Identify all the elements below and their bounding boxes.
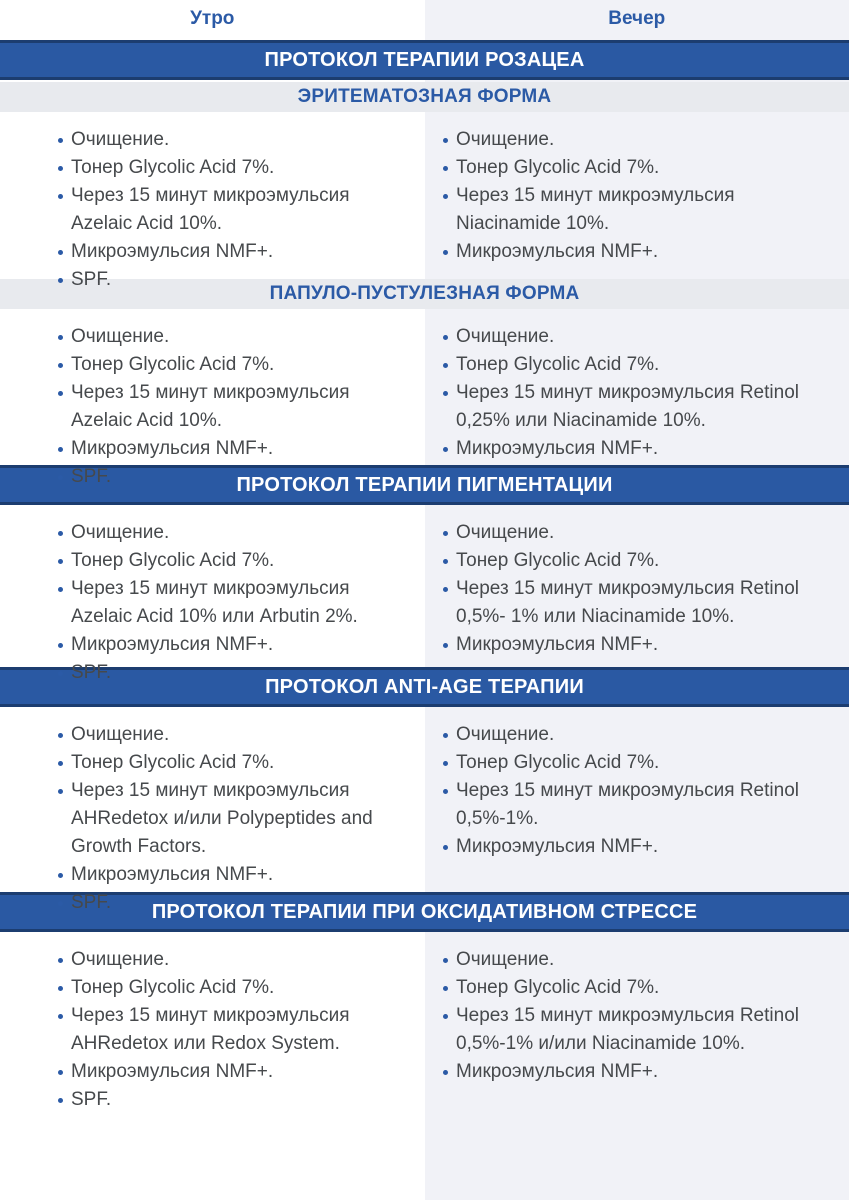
list-item [58,631,413,659]
list-item-text: Очищение. [71,129,170,150]
bullet-icon [443,761,448,766]
list-item [58,154,413,182]
list-item-text: SPF. [71,892,112,913]
morning-list [0,932,425,1114]
list-item-text: Микроэмульсия NMF+. [71,634,274,655]
list-item-text: Через 15 минут микроэмульсия Retinol 0,5%-1%. [456,780,799,829]
column-header-evening: Вечер [608,8,666,29]
bullet-icon [443,587,448,592]
morning-list [0,707,425,917]
list-item-text: Микроэмульсия NMF+. [456,836,659,857]
list-item-text: Тонер Glycolic Acid 7%. [456,550,660,571]
morning-cell [0,707,425,913]
list-item [443,238,839,266]
bullet-icon [443,363,448,368]
bullet-icon [58,447,63,452]
list-item [58,238,413,266]
list-item-text: Тонер Glycolic Acid 7%. [456,157,660,178]
list-item-text: SPF. [71,1089,112,1110]
bullet-icon [443,1070,448,1075]
list-item [58,351,413,379]
list-item [443,435,839,463]
list-item-text: Очищение. [71,326,170,347]
list-item [443,547,839,575]
list-item-text: Тонер Glycolic Acid 7%. [71,752,275,773]
list-item [58,323,413,351]
list-item-text: Через 15 минут микроэмульсия Retinol 0,25% или Niacinamide 10%. [456,382,799,431]
morning-list [0,112,425,294]
evening-list [425,932,849,1086]
list-item-text: SPF. [71,466,112,487]
bullet-icon [443,958,448,963]
list-item [58,721,413,749]
list-item [443,833,839,861]
bullet-icon [443,335,448,340]
content-block-erythematous [0,112,849,290]
list-item [443,575,839,631]
bullet-icon [443,447,448,452]
section-banner-rosacea: ПРОТОКОЛ ТЕРАПИИ РОЗАЦЕА [0,40,849,80]
list-item [443,946,839,974]
list-item-text: Тонер Glycolic Acid 7%. [456,752,660,773]
list-item [58,547,413,575]
list-item-text: Микроэмульсия NMF+. [71,241,274,262]
content-block-oxidative-stress [0,932,849,1110]
list-item-text: Через 15 минут микроэмульсия AHRedetox или Redox System. [71,1005,350,1054]
list-item-text: Очищение. [456,949,555,970]
bullet-icon [58,194,63,199]
bullet-icon [443,789,448,794]
list-item-text: Через 15 минут микроэмульсия AHRedetox и/или Polypeptides and Growth Factors. [71,780,373,857]
bullet-icon [58,873,63,878]
evening-cell [425,309,849,463]
list-item [58,126,413,154]
list-item [58,749,413,777]
bullet-icon [58,986,63,991]
subsection-banner-erythematous: ЭРИТЕМАТОЗНАЯ ФОРМА [0,82,849,112]
list-item-text: Через 15 минут микроэмульсия Azelaic Acid 10% или Arbutin 2%. [71,578,358,627]
morning-list [0,309,425,491]
evening-cell [425,505,849,665]
list-item-text: Через 15 минут микроэмульсия Retinol 0,5%-1% и/или Niacinamide 10%. [456,1005,799,1054]
bullet-icon [443,1014,448,1019]
list-item [58,1086,413,1114]
list-item [443,351,839,379]
evening-list [425,505,849,659]
bullet-icon [58,1070,63,1075]
bullet-icon [58,475,63,480]
list-item [443,126,839,154]
column-headers [0,0,849,38]
evening-cell [425,932,849,1102]
section-banner-anti-age: ПРОТОКОЛ ANTI-AGE ТЕРАПИИ [0,667,849,707]
bullet-icon [58,531,63,536]
bullet-icon [58,733,63,738]
evening-list [425,309,849,463]
bullet-icon [58,250,63,255]
list-item [443,1002,839,1058]
list-item [58,182,413,238]
bullet-icon [443,166,448,171]
evening-cell [425,112,849,277]
bullet-icon [58,671,63,676]
bullet-icon [443,986,448,991]
bullet-icon [58,1098,63,1103]
list-item-text: Микроэмульсия NMF+. [71,1061,274,1082]
bullet-icon [443,194,448,199]
list-item [443,631,839,659]
list-item-text: Очищение. [71,724,170,745]
bullet-icon [443,559,448,564]
bullet-icon [58,166,63,171]
bullet-icon [58,335,63,340]
bullet-icon [58,643,63,648]
list-item [58,946,413,974]
bullet-icon [443,733,448,738]
list-item [443,379,839,435]
list-item-text: Тонер Glycolic Acid 7%. [71,354,275,375]
section-banner-pigmentation: ПРОТОКОЛ ТЕРАПИИ ПИГМЕНТАЦИИ [0,465,849,505]
evening-list [425,707,849,861]
list-item [443,519,839,547]
list-item [443,154,839,182]
list-item [58,861,413,889]
bullet-icon [443,643,448,648]
list-item-text: Очищение. [71,522,170,543]
morning-cell [0,309,425,487]
list-item [58,575,413,631]
list-item-text: Очищение. [456,522,555,543]
section-banner-oxidative-stress: ПРОТОКОЛ ТЕРАПИИ ПРИ ОКСИДАТИВНОМ СТРЕССЕ [0,892,849,932]
morning-cell [0,932,425,1110]
list-item [58,777,413,861]
bullet-icon [58,901,63,906]
morning-cell [0,112,425,290]
list-item-text: Через 15 минут микроэмульсия Niacinamide 10%. [456,185,735,234]
list-item-text: Через 15 минут микроэмульсия Azelaic Acid 10%. [71,185,350,234]
list-item-text: Тонер Glycolic Acid 7%. [456,977,660,998]
list-item [443,974,839,1002]
list-item [443,323,839,351]
content-block-pigmentation [0,505,849,683]
list-item [58,1002,413,1058]
evening-list [425,112,849,266]
bullet-icon [58,789,63,794]
list-item-text: SPF. [71,662,112,683]
bullet-icon [443,531,448,536]
bullet-icon [58,1014,63,1019]
list-item-text: Микроэмульсия NMF+. [456,634,659,655]
list-item-text: Очищение. [456,724,555,745]
list-item [443,777,839,833]
list-item [58,519,413,547]
list-item-text: SPF. [71,269,112,290]
column-header-morning: Утро [190,8,235,29]
list-item-text: Тонер Glycolic Acid 7%. [456,354,660,375]
bullet-icon [58,138,63,143]
morning-cell [0,505,425,683]
morning-list [0,505,425,687]
list-item [443,749,839,777]
list-item-text: Микроэмульсия NMF+. [456,241,659,262]
list-item [58,379,413,435]
list-item [443,721,839,749]
bullet-icon [58,559,63,564]
bullet-icon [58,363,63,368]
subsection-banner-papulopustular: ПАПУЛО-ПУСТУЛЕЗНАЯ ФОРМА [0,279,849,309]
bullet-icon [58,278,63,283]
list-item [58,1058,413,1086]
list-item-text: Тонер Glycolic Acid 7%. [71,977,275,998]
bullet-icon [58,761,63,766]
bullet-icon [443,845,448,850]
list-item-text: Через 15 минут микроэмульсия Azelaic Acid 10%. [71,382,350,431]
list-item [443,1058,839,1086]
evening-cell [425,707,849,890]
list-item-text: Очищение. [71,949,170,970]
list-item [58,435,413,463]
list-item-text: Через 15 минут микроэмульсия Retinol 0,5%- 1% или Niacinamide 10%. [456,578,799,627]
list-item-text: Тонер Glycolic Acid 7%. [71,550,275,571]
list-item-text: Микроэмульсия NMF+. [456,1061,659,1082]
list-item-text: Микроэмульсия NMF+. [71,438,274,459]
list-item-text: Микроэмульсия NMF+. [456,438,659,459]
list-item-text: Очищение. [456,326,555,347]
bullet-icon [58,587,63,592]
bullet-icon [443,250,448,255]
bullet-icon [443,138,448,143]
list-item [443,182,839,238]
list-item-text: Микроэмульсия NMF+. [71,864,274,885]
list-item-text: Тонер Glycolic Acid 7%. [71,157,275,178]
bullet-icon [443,391,448,396]
bullet-icon [58,391,63,396]
list-item-text: Очищение. [456,129,555,150]
bullet-icon [58,958,63,963]
list-item [58,974,413,1002]
